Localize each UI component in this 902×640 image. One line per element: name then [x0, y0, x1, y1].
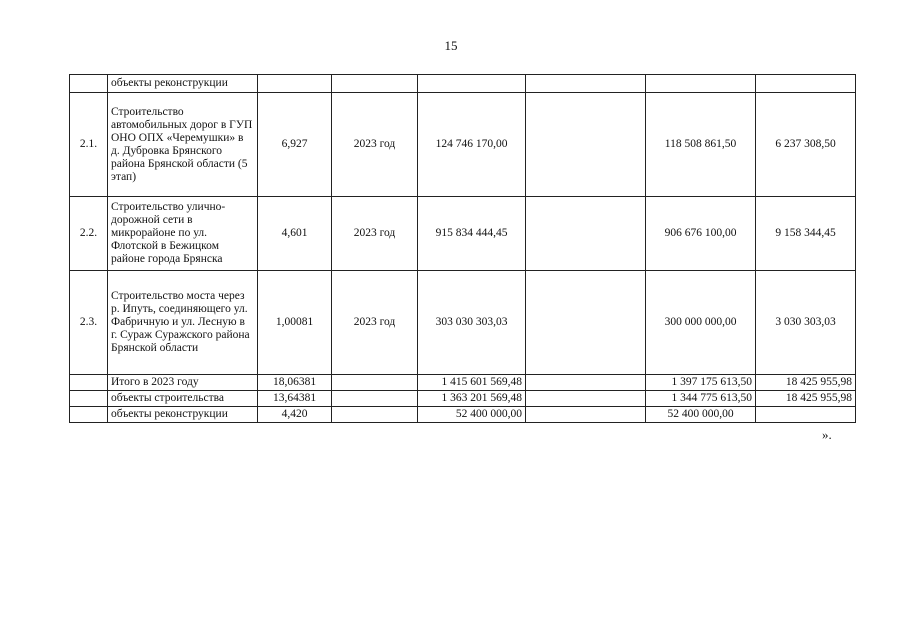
cell-number	[70, 375, 108, 391]
cell-number: 2.2.	[70, 197, 108, 271]
cell-local	[756, 75, 856, 93]
table-row	[70, 75, 856, 93]
cell-regional: 300 000 000,00	[646, 271, 756, 375]
cell-year: 2023 год	[332, 271, 418, 375]
cell-regional	[646, 75, 756, 93]
cell-object-name: объекты реконструкции	[108, 407, 258, 423]
cell-local: 6 237 308,50	[756, 93, 856, 197]
cell-regional: 52 400 000,00	[646, 407, 756, 423]
table-row	[70, 197, 856, 271]
cell-number	[70, 407, 108, 423]
cell-number: 2.3.	[70, 271, 108, 375]
cell-total: 1 363 201 569,48	[418, 391, 526, 407]
cell-regional: 1 397 175 613,50	[646, 375, 756, 391]
cell-federal	[526, 75, 646, 93]
cell-number: 2.1.	[70, 93, 108, 197]
cell-year	[332, 407, 418, 423]
cell-total: 124 746 170,00	[418, 93, 526, 197]
cell-local	[756, 407, 856, 423]
cell-object-name: объекты строительства	[108, 391, 258, 407]
cell-object-name: Итого в 2023 году	[108, 375, 258, 391]
cell-local: 9 158 344,45	[756, 197, 856, 271]
cell-federal	[526, 197, 646, 271]
cell-total: 52 400 000,00	[418, 407, 526, 423]
cell-length: 4,601	[258, 197, 332, 271]
cell-federal	[526, 93, 646, 197]
page-number: 15	[444, 38, 458, 53]
cell-object-name: Строительство автомобильных дорог в ГУП ОНО ОПХ «Черемушки» в д. Дубровка Брянского района Брянской области (5 этап)	[108, 93, 258, 197]
cell-local: 18 425 955,98	[756, 391, 856, 407]
cell-object-name: Строительство моста через р. Ипуть, соединяющего ул. Фабричную и ул. Лесную в г. Сураж Суражского района Брянской области	[108, 271, 258, 375]
budget-table	[69, 74, 856, 423]
cell-total: 1 415 601 569,48	[418, 375, 526, 391]
cell-length: 6,927	[258, 93, 332, 197]
cell-length: 1,00081	[258, 271, 332, 375]
table-row	[70, 407, 856, 423]
cell-local: 18 425 955,98	[756, 375, 856, 391]
cell-federal	[526, 271, 646, 375]
cell-length	[258, 75, 332, 93]
cell-federal	[526, 391, 646, 407]
cell-object-name: объекты реконструкции	[108, 75, 258, 93]
cell-length: 13,64381	[258, 391, 332, 407]
cell-number	[70, 391, 108, 407]
cell-object-name: Строительство улично-дорожной сети в микрорайоне по ул. Флотской в Бежицком районе города Брянска	[108, 197, 258, 271]
cell-regional: 118 508 861,50	[646, 93, 756, 197]
cell-federal	[526, 375, 646, 391]
cell-total: 303 030 303,03	[418, 271, 526, 375]
cell-local: 3 030 303,03	[756, 271, 856, 375]
cell-year: 2023 год	[332, 197, 418, 271]
table-row	[70, 391, 856, 407]
closing-quote-mark: ».	[822, 427, 832, 442]
table-row	[70, 93, 856, 197]
cell-total: 915 834 444,45	[418, 197, 526, 271]
cell-regional: 1 344 775 613,50	[646, 391, 756, 407]
cell-total	[418, 75, 526, 93]
table-row	[70, 375, 856, 391]
cell-year	[332, 391, 418, 407]
cell-regional: 906 676 100,00	[646, 197, 756, 271]
cell-year	[332, 75, 418, 93]
cell-year: 2023 год	[332, 93, 418, 197]
cell-year	[332, 375, 418, 391]
cell-federal	[526, 407, 646, 423]
cell-length: 18,06381	[258, 375, 332, 391]
cell-length: 4,420	[258, 407, 332, 423]
cell-number	[70, 75, 108, 93]
table-row	[70, 271, 856, 375]
